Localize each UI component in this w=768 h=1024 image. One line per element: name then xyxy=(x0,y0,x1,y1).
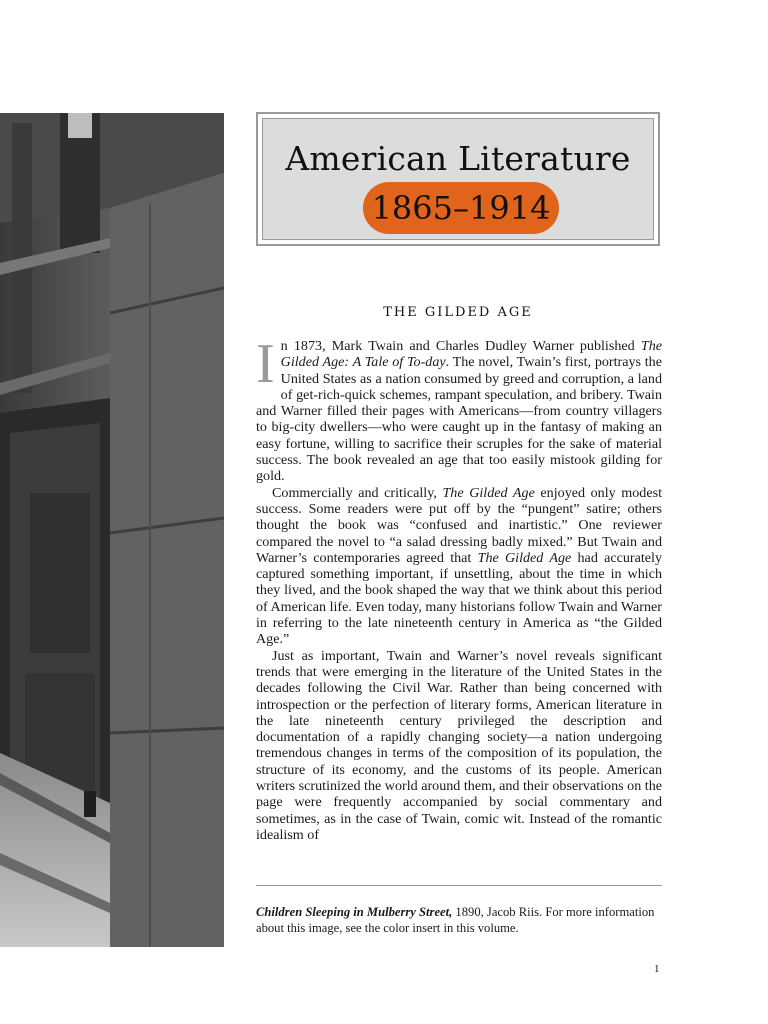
p2-book-title-b: The Gilded Age xyxy=(477,549,572,566)
p2-book-title-a: The Gilded Age xyxy=(442,484,535,501)
paragraph-1 xyxy=(256,333,662,485)
p2-text-b: enjoyed only modest success. Some readers were put off by the “pungent” satire; others thought the book was “confused and inartistic.” One reviewer compared the novel to “a salad dressing badly mixed.” But Twain and Warner’s contemporaries agreed that xyxy=(256,484,663,566)
p1-text: n 1873, Mark Twain and Charles Dudley Warner published xyxy=(280,338,641,354)
p1-rest: . The novel, Twain’s first, portrays the United States as a nation consumed by greed and corruption, a land of get-rich-quick schemes, rampant speculation, and bribery. Twain and Warner filled their pages with Americans—from country villagers to big-city dwellers—who were caught up in the fantasy of making an easy fortune, willing to sacrifice their scruples for the sake of material success. The book revealed an age that too easily mistook gilding for gold. xyxy=(256,354,662,485)
chapter-title: American Literature xyxy=(285,139,631,178)
date-range-badge: 1865–1914 xyxy=(363,182,559,234)
paragraph-3: Just as important, Twain and Warner’s novel reveals significant trends that were emerging in the literature of the United States in the decades following the Civil War. Rather than being concerned with introspection or the perfection of literary forms, American literature in the late nineteenth century privileged the description and documentation of a rapidly changing society—a nation undergoing tremendous changes in terms of the composition of its population, the structure of its economy, and the customs of its people. American writers scrutinized the world around them, and their observations on the page were frequently accompanied by social commentary and sometimes, as in the case of Twain, comic wit. Instead of the romantic idealism of xyxy=(256,647,662,843)
chapter-title-box xyxy=(256,112,660,246)
caption-divider xyxy=(256,885,662,886)
p2-text-a: Commercially and critically, xyxy=(272,484,443,501)
caption-title: Children Sleeping in Mulberry Street, xyxy=(256,905,453,919)
body-text xyxy=(256,333,663,843)
photo-caption xyxy=(256,905,662,936)
section-heading: THE GILDED AGE xyxy=(383,305,533,320)
photo-children-sleeping-mulberry-street xyxy=(0,113,224,947)
title-box-inner xyxy=(262,118,654,240)
paragraph-2 xyxy=(256,485,662,648)
page-number: 1 xyxy=(654,963,660,975)
caption-text: 1890, Jacob Riis. For more information about this image, see the color insert in this volume. xyxy=(256,905,655,935)
drop-cap: I xyxy=(256,333,275,395)
p2-text-c: had accurately captured something important, if unsettling, about the time in which they lived, and the book shaped the way that we think about this period of American life. Even today, many historians follow Twain and Warner in referring to the late nineteenth century in America as “the Gilded Age.” xyxy=(256,549,663,648)
p1-book-title: The Gilded Age: A Tale of To-day xyxy=(280,338,662,371)
